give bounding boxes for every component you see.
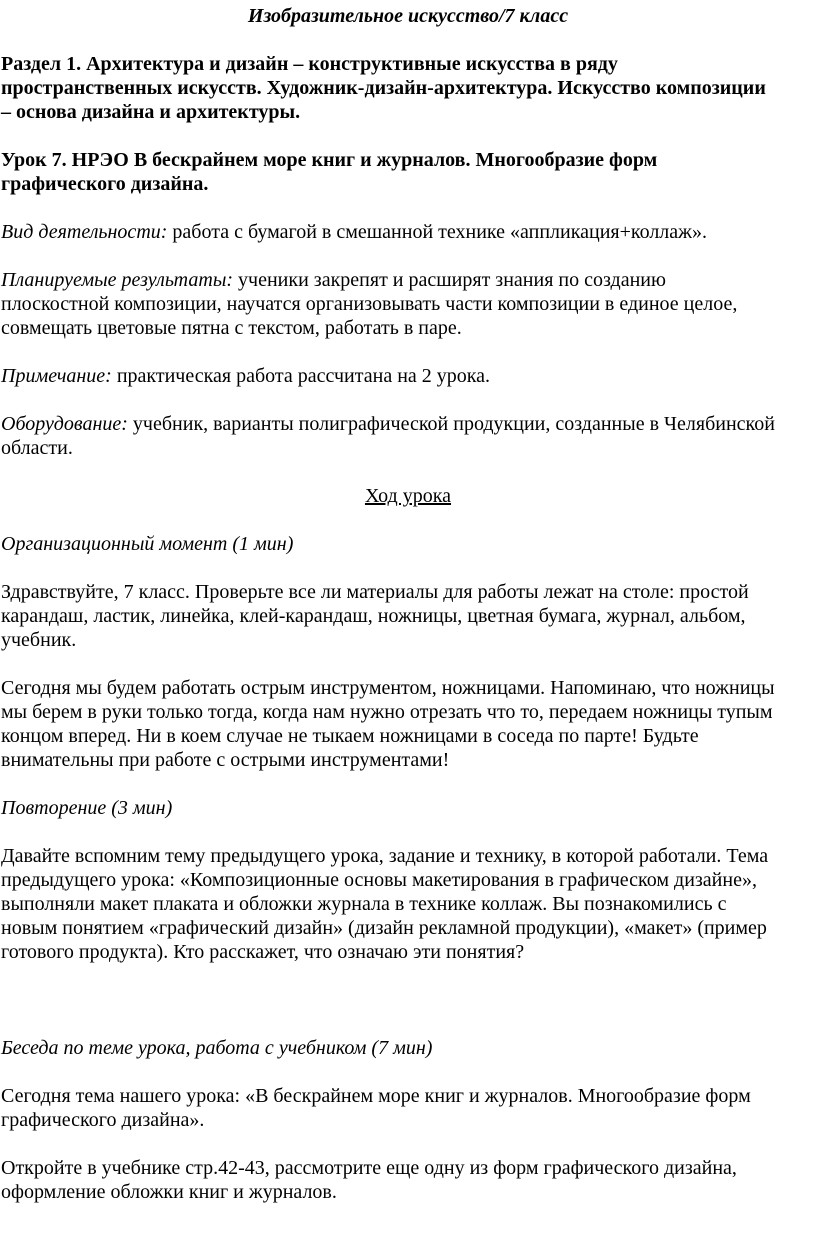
org-moment-para2-line-2: мы берем в руки только тогда, когда нам нужно отрезать что то, передаем ножницы тупым <box>1 701 773 723</box>
repetition-line-5: готового продукта). Кто расскажет, что означаю эти понятия? <box>1 941 525 963</box>
org-moment-para2-line-1: Сегодня мы будем работать острым инструментом, ножницами. Напоминаю, что ножницы <box>1 677 775 699</box>
results-line-2: плоскостной композиции, научатся организовывать части композиции в единое целое, <box>1 293 738 315</box>
note-paragraph <box>1 364 816 388</box>
results-text-1: ученики закрепят и расширят знания по созданию <box>233 269 666 291</box>
equipment-text-1: учебник, варианты полиграфической продукции, созданные в Челябинской <box>127 413 775 435</box>
conversation-para1-line-1: Сегодня тема нашего урока: «В бескрайнем море книг и журналов. Многообразие форм <box>1 1085 751 1107</box>
document-title: Изобразительное искусство/7 класс <box>247 5 569 27</box>
note-label: Примечание: <box>1 365 112 387</box>
equipment-line-2: области. <box>1 437 73 459</box>
org-moment-para1-line-1: Здравствуйте, 7 класс. Проверьте все ли материалы для работы лежат на столе: простой <box>1 581 749 603</box>
conversation-heading: Беседа по теме урока, работа с учебником (7 мин) <box>1 1037 433 1059</box>
org-moment-para2-line-3: концом вперед. Ни в коем случае не тыкаем ножницами в соседа по парте! Будьте <box>1 725 699 747</box>
repetition-line-1: Давайте вспомним тему предыдущего урока, задание и технику, в которой работали. Тема <box>1 845 769 867</box>
activity-label: Вид деятельности: <box>1 221 168 243</box>
results-label: Планируемые результаты: <box>1 269 234 291</box>
results-line-3: совмещать цветовые пятна с текстом, работать в паре. <box>1 317 462 339</box>
equipment-line-1 <box>1 412 816 436</box>
equipment-label: Оборудование: <box>1 413 128 435</box>
conversation-para2-line-2: оформление обложки книг и журналов. <box>1 1181 337 1203</box>
repetition-line-2: предыдущего урока: «Композиционные основы макетирования в графическом дизайне», <box>1 869 757 891</box>
repetition-line-4: новым понятием «графический дизайн» (дизайн рекламной продукции), «макет» (пример <box>1 917 767 939</box>
repetition-line-3: выполняли макет плаката и обложки журнала в технике коллаж. Вы познакомились с <box>1 893 727 915</box>
repetition-heading: Повторение (3 мин) <box>1 797 173 819</box>
note-text: практическая работа рассчитана на 2 урока. <box>111 365 491 387</box>
lesson-heading-line-2: графического дизайна. <box>1 173 209 195</box>
section-heading-line-1: Раздел 1. Архитектура и дизайн – конструктивные искусства в ряду <box>1 53 618 75</box>
lesson-heading-line-1: Урок 7. НРЭО В бескрайнем море книг и журналов. Многообразие форм <box>1 149 658 171</box>
conversation-para2-line-1: Откройте в учебнике стр.42-43, рассмотрите еще одну из форм графического дизайна, <box>1 1157 737 1179</box>
activity-paragraph <box>1 220 816 244</box>
conversation-para1-line-2: графического дизайна». <box>1 1109 205 1131</box>
org-moment-para2-line-4: внимательны при работе с острыми инструментами! <box>1 749 450 771</box>
org-moment-para1-line-2: карандаш, ластик, линейка, клей-карандаш, ножницы, цветная бумага, журнал, альбом, <box>1 605 746 627</box>
results-line-1 <box>1 268 816 292</box>
section-heading-line-3: – основа дизайна и архитектуры. <box>1 101 301 123</box>
org-moment-heading: Организационный момент (1 мин) <box>1 533 294 555</box>
course-heading: Ход урока <box>364 485 452 507</box>
org-moment-para1-line-3: учебник. <box>1 629 77 651</box>
section-heading-line-2: пространственных искусств. Художник-дизайн-архитектура. Искусство композиции <box>1 77 766 99</box>
activity-text: работа с бумагой в смешанной технике «аппликация+коллаж». <box>167 221 707 243</box>
